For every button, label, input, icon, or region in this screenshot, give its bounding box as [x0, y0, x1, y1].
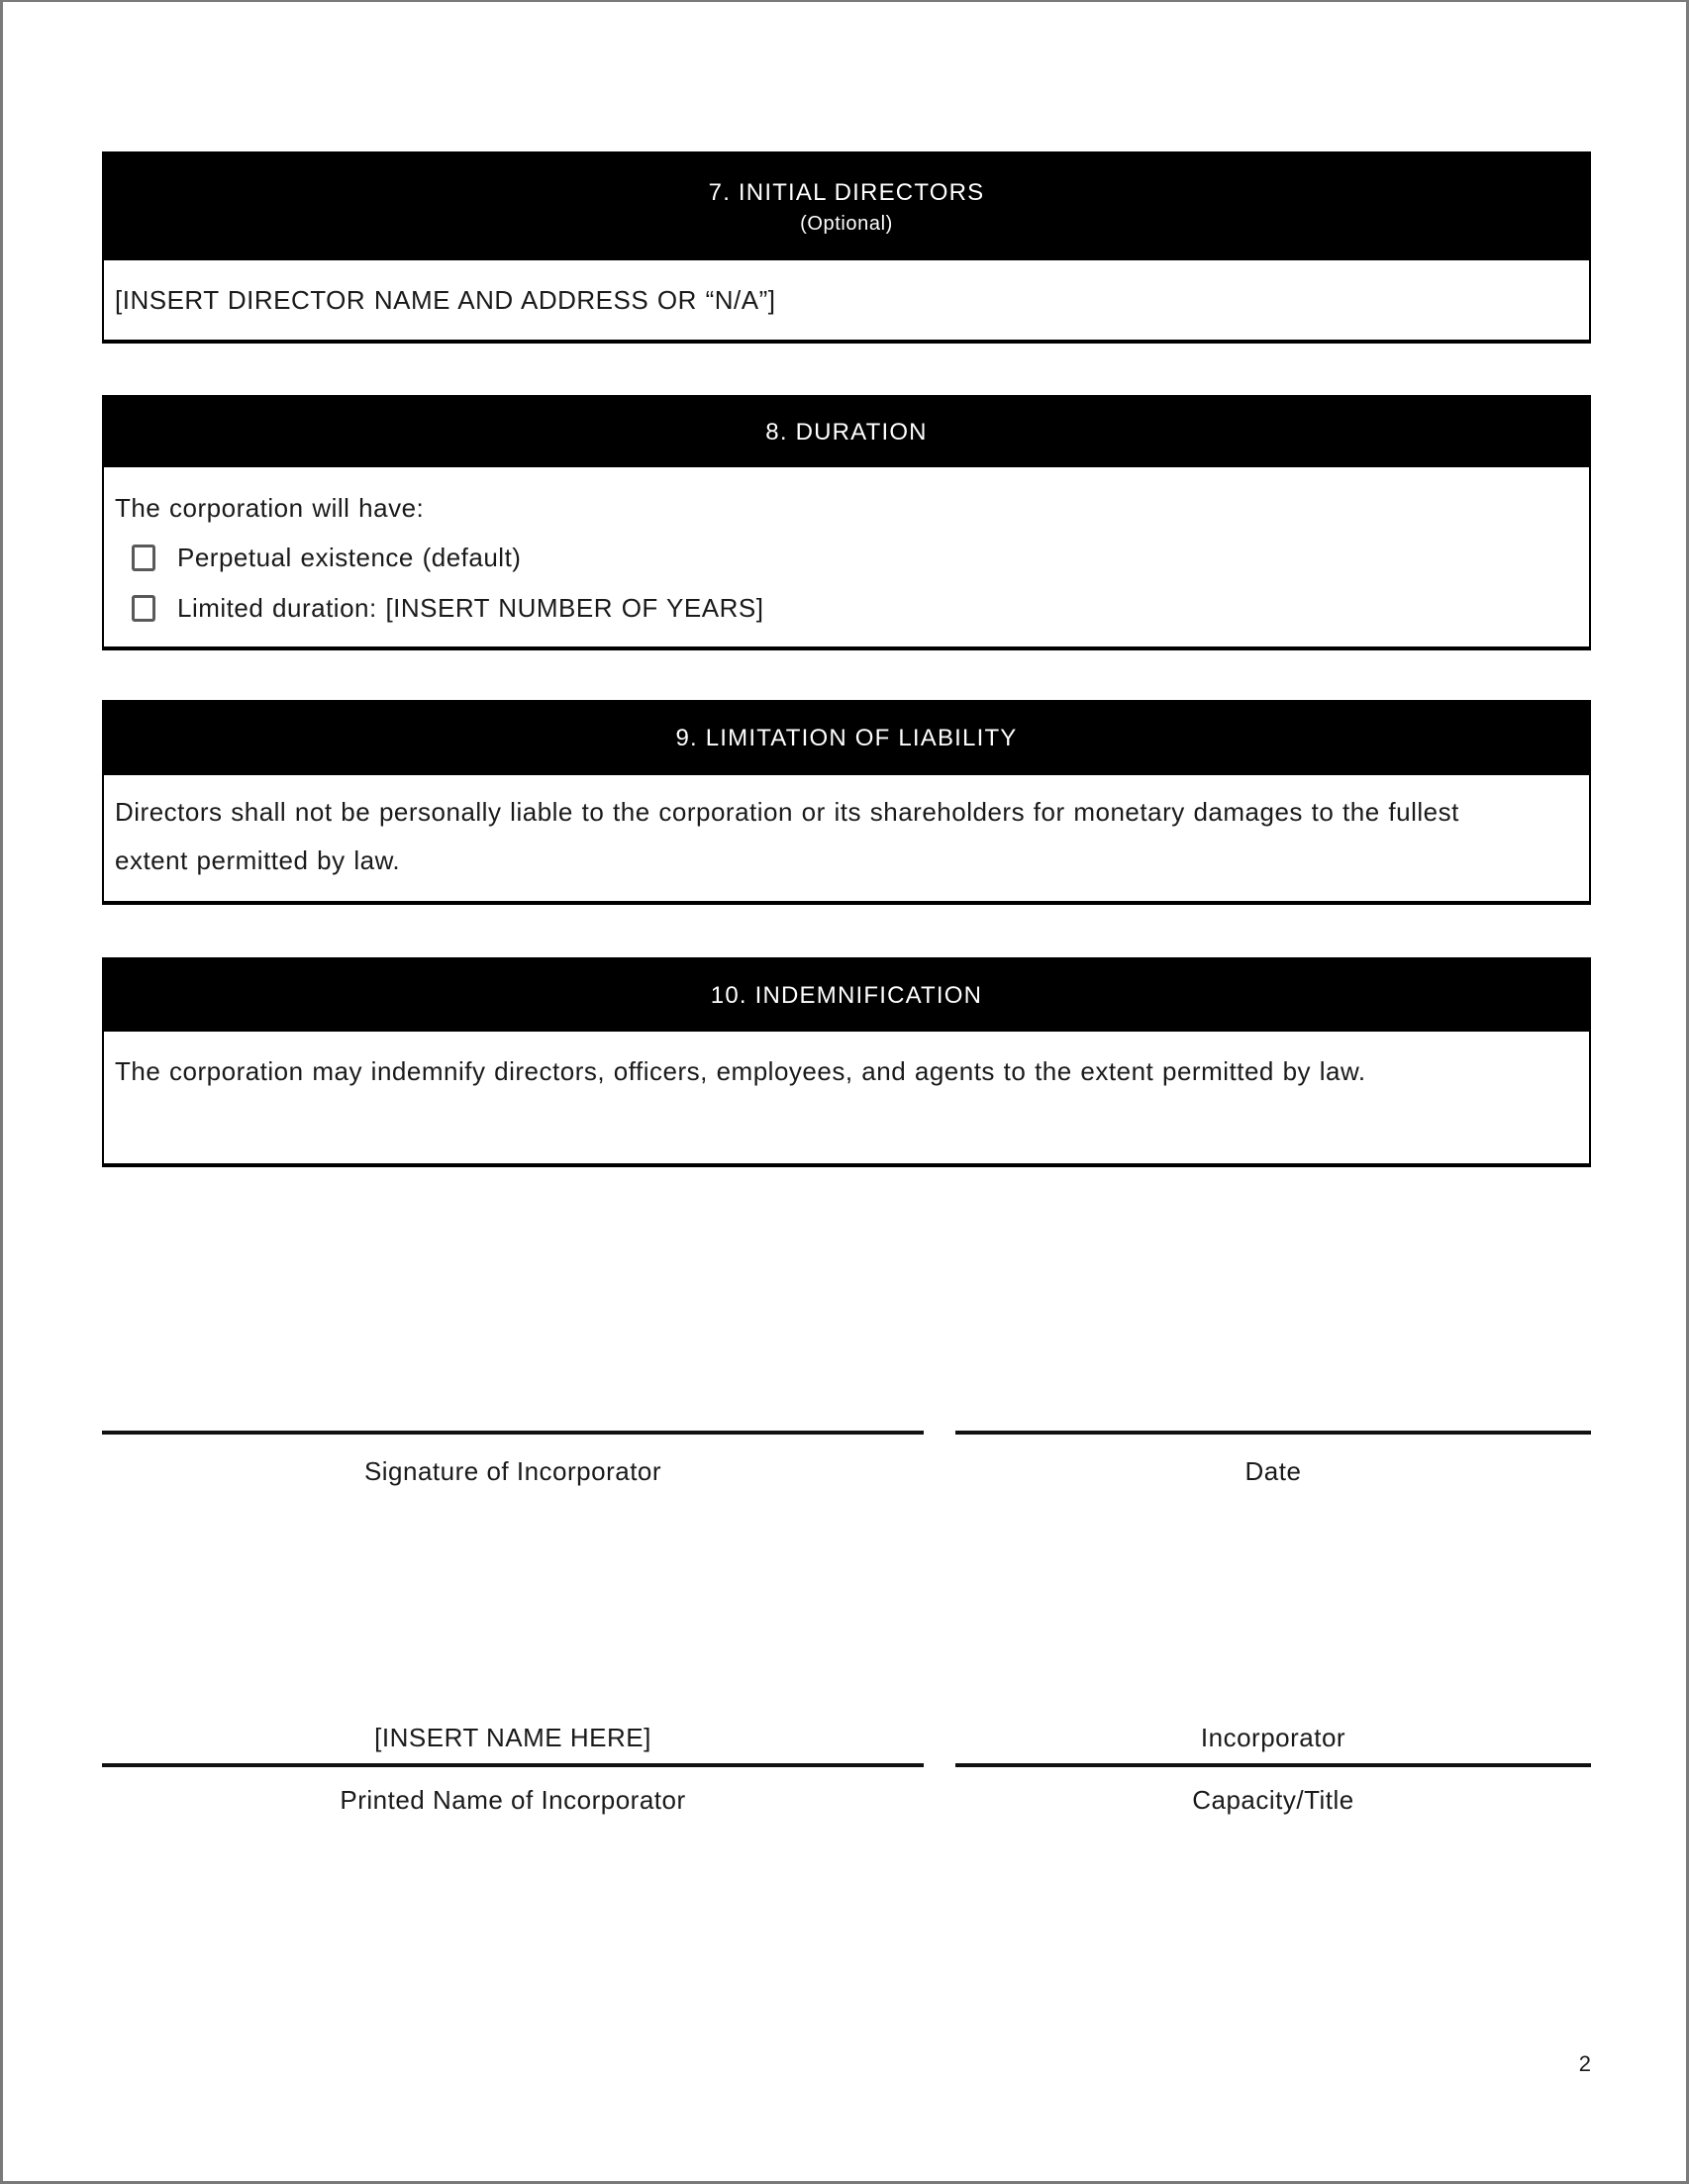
- duration-intro: The corporation will have:: [115, 493, 425, 523]
- section-limitation-header: [104, 702, 1589, 775]
- section-initial-directors-body: [104, 260, 1589, 340]
- limitation-text: Directors shall not be personally liable to the corporation or its shareholders for monetary damages to the fullest extent permitted by law.: [115, 797, 1459, 875]
- printed-name-line: [102, 1763, 924, 1767]
- section-title: 9. LIMITATION OF LIABILITY: [675, 725, 1018, 751]
- printed-name-caption: Printed Name of Incorporator: [340, 1785, 686, 1815]
- section-indemnification: [102, 957, 1591, 1167]
- date-line[interactable]: [955, 1431, 1591, 1435]
- section-limitation-of-liability: [102, 700, 1591, 905]
- signature-field: [102, 1431, 924, 1487]
- checkbox-perpetual-existence-icon[interactable]: [132, 545, 155, 571]
- section-title: 10. INDEMNIFICATION: [710, 981, 983, 1009]
- option-perpetual-existence[interactable]: [104, 533, 1589, 583]
- section-title: 7. INITIAL DIRECTORS: [708, 179, 985, 206]
- section-indemnification-body: [104, 1032, 1589, 1163]
- section-indemnification-header: [104, 959, 1589, 1032]
- page-number: 2: [1578, 2051, 1591, 2076]
- capacity-line: [955, 1763, 1591, 1767]
- section-subtitle: (Optional): [800, 213, 893, 235]
- section-title: 8. DURATION: [765, 418, 928, 446]
- signature-date-row: [102, 1431, 1591, 1487]
- printed-name-field: [102, 1698, 924, 1816]
- indemnification-text: The corporation may indemnify directors, officers, employees, and agents to the extent permitted by law.: [115, 1056, 1366, 1086]
- printed-name-capacity-row: [102, 1698, 1591, 1816]
- capacity-value[interactable]: Incorporator: [1200, 1723, 1346, 1752]
- section-duration-header: [104, 397, 1589, 467]
- option-limited-duration[interactable]: [104, 583, 1589, 634]
- date-caption: Date: [1244, 1456, 1302, 1486]
- capacity-field: [955, 1698, 1591, 1816]
- option-label: Perpetual existence (default): [177, 543, 522, 572]
- section-duration-body: [104, 467, 1589, 646]
- director-name-placeholder[interactable]: [INSERT DIRECTOR NAME AND ADDRESS OR “N/A”]: [115, 284, 776, 315]
- signature-caption: Signature of Incorporator: [363, 1456, 662, 1486]
- section-initial-directors-header: [104, 153, 1589, 260]
- section-limitation-body: [104, 775, 1589, 901]
- capacity-caption: Capacity/Title: [1192, 1785, 1354, 1815]
- signature-line[interactable]: [102, 1431, 924, 1435]
- option-label: Limited duration: [INSERT NUMBER OF YEARS]: [177, 593, 764, 623]
- section-initial-directors: [102, 151, 1591, 344]
- section-duration: [102, 395, 1591, 650]
- checkbox-limited-duration-icon[interactable]: [132, 595, 155, 622]
- date-field: [955, 1431, 1591, 1487]
- printed-name-value[interactable]: [INSERT NAME HERE]: [374, 1723, 651, 1752]
